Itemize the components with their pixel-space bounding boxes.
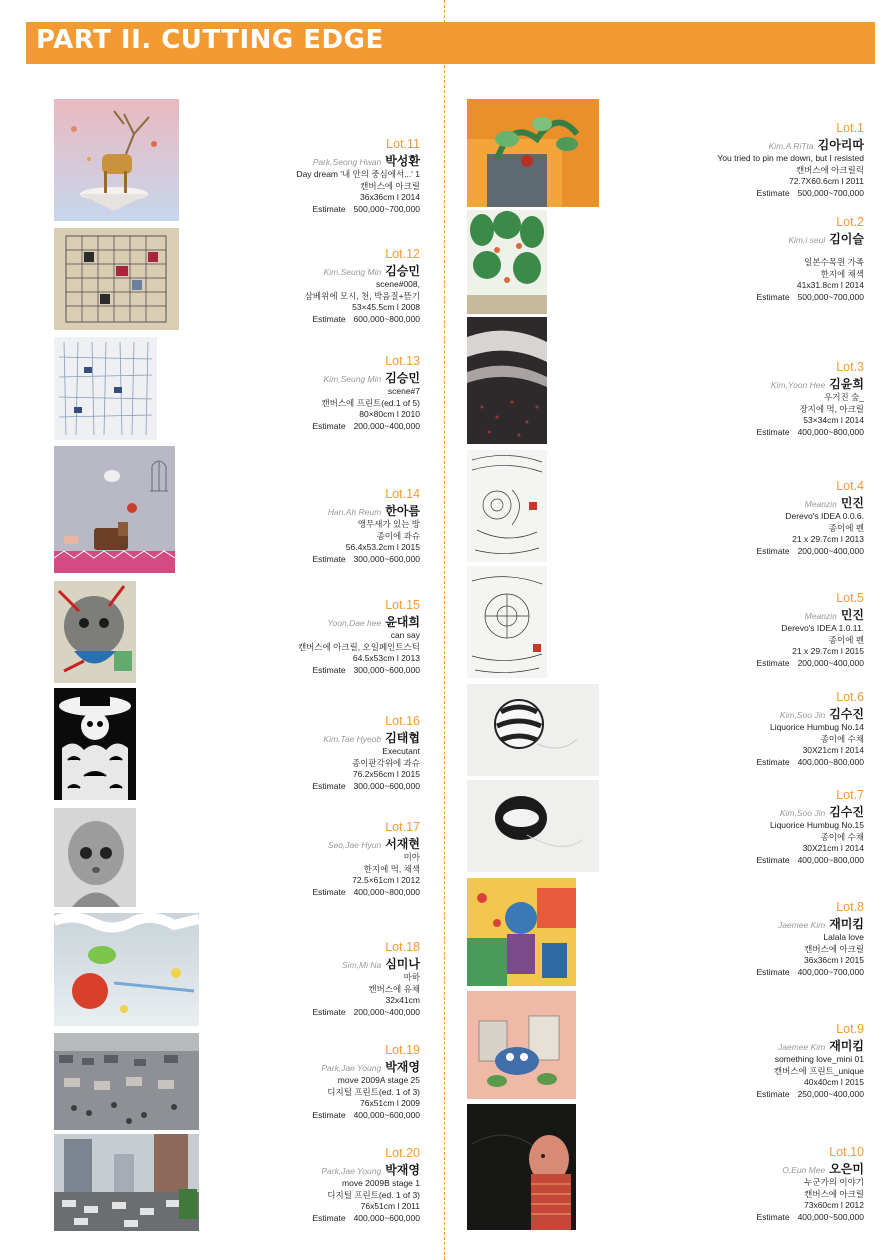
lot-entry: [200, 137, 420, 215]
estimate-label: Estimate: [756, 187, 790, 198]
artwork-medium: 캔버스에 아크릴: [804, 1188, 864, 1199]
lot-number: Lot.8: [836, 900, 864, 914]
estimate-line: [200, 1110, 420, 1122]
artist-name-ko: 민진: [840, 496, 864, 510]
estimate-value: 400,000~800,000: [797, 426, 864, 437]
lot-number: Lot.16: [385, 714, 420, 728]
estimate-line: [200, 554, 420, 566]
artwork-size-year: 72.7X60.6cm l 2011: [789, 176, 864, 186]
estimate-value: 300,000~600,000: [353, 664, 420, 675]
lot-number: Lot.10: [829, 1145, 864, 1159]
estimate-value: 200,000~400,000: [353, 420, 420, 431]
artist-line: [200, 504, 420, 519]
lot-entry: [200, 1043, 420, 1121]
artwork-thumbnail-lot-13[interactable]: [54, 337, 157, 440]
artist-line: [644, 232, 864, 247]
artist-line: [644, 707, 864, 722]
estimate-label: Estimate: [756, 854, 790, 865]
estimate-label: Estimate: [756, 545, 790, 556]
estimate-value: 200,000~400,000: [353, 1006, 420, 1017]
artwork-size-year: 76x51cm l 2011: [360, 1201, 420, 1211]
artwork-size-year: 53×45.5cm l 2008: [352, 302, 420, 312]
artist-name-en: Seo,Jae Hyun: [327, 840, 382, 850]
estimate-label: Estimate: [756, 291, 790, 302]
lot-number: Lot.19: [385, 1043, 420, 1057]
estimate-line: [200, 887, 420, 899]
artist-name-en: Kim,Soo Jin: [779, 808, 826, 818]
estimate-line: [200, 665, 420, 677]
lot-number: Lot.4: [836, 479, 864, 493]
estimate-label: Estimate: [312, 553, 346, 564]
artwork-thumbnail-lot-10[interactable]: [467, 1104, 576, 1230]
lot-entry: [200, 487, 420, 565]
lot-entry: [200, 1146, 420, 1224]
lot-number: Lot.11: [386, 137, 420, 151]
estimate-line: [644, 1212, 864, 1224]
artwork-title: Derevo's IDEA 0.0.6.: [785, 511, 864, 521]
artwork-size-year: 56.4x53.2cm l 2015: [345, 542, 420, 552]
artist-line: [644, 805, 864, 820]
artwork-thumbnail-lot-16[interactable]: [54, 688, 136, 800]
estimate-line: [200, 204, 420, 216]
artwork-title: Derevo's IDEA 1.0.11.: [781, 623, 864, 633]
artwork-medium: 캔버스에 아크릴: [360, 180, 420, 191]
artwork-thumbnail-lot-17[interactable]: [54, 808, 136, 907]
artwork-size-year: 30X21cm l 2014: [802, 745, 864, 755]
estimate-line: [644, 1089, 864, 1101]
artist-line: [200, 615, 420, 630]
artist-name-ko: 심미나: [385, 957, 420, 971]
artist-line: [644, 138, 864, 153]
artist-name-ko: 김승민: [385, 264, 420, 278]
artwork-title: Lalala love: [823, 932, 864, 942]
artwork-medium: 한지에 먹, 채색: [363, 863, 420, 874]
lot-entry: [644, 479, 864, 557]
artist-name-ko: 재미킴: [829, 1039, 864, 1053]
estimate-line: [200, 1007, 420, 1019]
estimate-line: [644, 967, 864, 979]
artwork-title: 우거진 숲_: [824, 392, 864, 402]
artwork-thumbnail-lot-15[interactable]: [54, 581, 136, 683]
estimate-label: Estimate: [756, 657, 790, 668]
artwork-title: Liquorice Humbug No.14: [769, 722, 864, 732]
artist-name-ko: 박재영: [385, 1163, 420, 1177]
artist-name-en: Park,Jae Young: [321, 1166, 382, 1176]
artist-name-en: Meanzin: [804, 611, 837, 621]
artwork-thumbnail-lot-2[interactable]: [467, 210, 547, 314]
artist-name-en: Meanzin: [804, 499, 837, 509]
estimate-label: Estimate: [756, 966, 790, 977]
estimate-label: Estimate: [312, 1212, 346, 1223]
artwork-size-year: 32x41cm: [385, 995, 420, 1005]
artwork-medium: 종이에 수채: [820, 831, 864, 842]
lot-number: Lot.13: [385, 354, 420, 368]
artwork-size-year: 76.2x56cm l 2015: [352, 769, 420, 779]
estimate-value: 500,000~700,000: [797, 291, 864, 302]
lot-number: Lot.6: [836, 690, 864, 704]
estimate-line: [644, 658, 864, 670]
lot-number: Lot.7: [836, 788, 864, 802]
estimate-value: 400,000~800,000: [353, 886, 420, 897]
estimate-label: Estimate: [312, 780, 346, 791]
lot-number: Lot.2: [836, 215, 864, 229]
artist-line: [200, 1060, 420, 1075]
artwork-size-year: 40x40cm l 2015: [803, 1077, 864, 1087]
lot-entry: [200, 598, 420, 676]
artwork-title: 마하: [403, 972, 420, 982]
artist-name-en: Kim,Seung Min: [323, 267, 382, 277]
artist-name-en: Kim,Seung Min: [323, 374, 382, 384]
section-header-banner: [26, 22, 875, 64]
artist-name-en: Kim,Tae Hyeob: [323, 734, 382, 744]
estimate-line: [200, 781, 420, 793]
artist-name-en: Kim,Yoon Hee: [770, 380, 826, 390]
artist-line: [644, 496, 864, 511]
artwork-medium: 종이에 펜: [828, 522, 864, 533]
artist-name-ko: 김윤희: [829, 377, 864, 391]
artwork-medium: 디지털 프린트(ed. 1 of 3): [327, 1086, 420, 1097]
artwork-title: 앵무새가 있는 방: [357, 519, 420, 529]
lot-entry: [200, 940, 420, 1018]
artwork-title: scene#7: [387, 386, 420, 396]
artwork-title: move 2009B stage 1: [342, 1178, 420, 1188]
lot-entry: [644, 591, 864, 669]
lot-number: Lot.15: [385, 598, 420, 612]
estimate-value: 600,000~800,000: [353, 313, 420, 324]
estimate-value: 400,000~600,000: [353, 1212, 420, 1223]
artwork-thumbnail-lot-4[interactable]: [467, 450, 547, 562]
artwork-medium: 삼베위에 모시, 천, 박음질+뜯기: [304, 290, 420, 301]
estimate-value: 300,000~600,000: [353, 780, 420, 791]
estimate-label: Estimate: [312, 203, 346, 214]
estimate-label: Estimate: [756, 426, 790, 437]
artist-line: [200, 371, 420, 386]
estimate-line: [644, 757, 864, 769]
artwork-medium: 종이판각위에 과슈: [351, 757, 420, 768]
artwork-size-year: 21 x 29.7cm l 2015: [792, 646, 864, 656]
lot-entry: [644, 1022, 864, 1100]
lot-number: Lot.1: [836, 121, 864, 135]
artist-line: [644, 917, 864, 932]
artwork-title: scene#008,: [376, 279, 420, 289]
estimate-label: Estimate: [312, 420, 346, 431]
artist-name-en: Sim,Mi Na: [342, 960, 382, 970]
artwork-title: move 2009A stage 25: [337, 1075, 420, 1085]
artwork-medium: 캔버스에 유채: [368, 983, 420, 994]
artwork-size-year: 53×34cm l 2014: [803, 415, 864, 425]
artwork-medium: 캔버스에 아크릴릭: [795, 164, 864, 175]
artist-name-en: Yoon,Dae hee: [327, 618, 382, 628]
artwork-medium: 종이에 수채: [820, 733, 864, 744]
artwork-size-year: 30X21cm l 2014: [802, 843, 864, 853]
artwork-title: Day dream '내 안의 중심에서...' 1: [296, 169, 420, 179]
artist-line: [644, 1162, 864, 1177]
artist-name-ko: 박재영: [385, 1060, 420, 1074]
artwork-medium: 디지털 프린트(ed. 1 of 3): [327, 1189, 420, 1200]
artwork-title: 누군가의 이야기: [804, 1177, 864, 1187]
artist-line: [200, 1163, 420, 1178]
estimate-value: 500,000~700,000: [797, 187, 864, 198]
artwork-title: Liquorice Humbug No.15: [769, 820, 864, 830]
estimate-line: [644, 427, 864, 439]
estimate-value: 400,000~700,000: [797, 966, 864, 977]
lot-entry: [200, 820, 420, 898]
artist-name-ko: 윤대희: [385, 615, 420, 629]
artwork-size-year: 21 x 29.7cm l 2013: [792, 534, 864, 544]
artwork-thumbnail-lot-8[interactable]: [467, 878, 576, 986]
lot-entry: [644, 788, 864, 866]
artist-name-ko: 김수진: [829, 805, 864, 819]
lot-number: Lot.9: [836, 1022, 864, 1036]
estimate-line: [644, 855, 864, 867]
artist-name-en: Park,Jae Young: [321, 1063, 382, 1073]
artist-name-en: O,Eun Mee: [782, 1165, 826, 1175]
artwork-medium: 종이에 펜: [828, 634, 864, 645]
estimate-label: Estimate: [756, 1211, 790, 1222]
lot-entry: [644, 360, 864, 438]
artwork-medium: 장지에 먹, 아크릴: [799, 403, 864, 414]
artist-line: [200, 731, 420, 746]
artist-name-en: Kim,i seul: [788, 235, 826, 245]
estimate-label: Estimate: [312, 1109, 346, 1120]
artwork-medium: 종이에 과슈: [376, 530, 420, 541]
estimate-label: Estimate: [312, 1006, 346, 1017]
artist-name-ko: 김아리따: [817, 138, 864, 152]
artwork-size-year: 72.5×61cm l 2012: [352, 875, 420, 885]
column-divider: [444, 0, 445, 1260]
artwork-title: 일본수목원 가족: [804, 257, 864, 267]
artist-line: [644, 377, 864, 392]
artwork-thumbnail-lot-9[interactable]: [467, 991, 576, 1099]
artwork-thumbnail-lot-12[interactable]: [54, 228, 179, 330]
artist-name-ko: 민진: [840, 608, 864, 622]
lot-number: Lot.3: [836, 360, 864, 374]
artwork-medium: 캔버스에 프린트_unique: [773, 1065, 864, 1076]
estimate-value: 300,000~600,000: [353, 553, 420, 564]
estimate-value: 200,000~400,000: [797, 657, 864, 668]
estimate-value: 250,000~400,000: [797, 1088, 864, 1099]
lot-entry: [644, 215, 864, 303]
artist-line: [200, 154, 420, 169]
estimate-label: Estimate: [756, 756, 790, 767]
artist-name-ko: 김수진: [829, 707, 864, 721]
lot-entry: [644, 900, 864, 978]
artist-name-en: Jaemee Kim: [777, 1042, 826, 1052]
artist-name-ko: 김이슬: [829, 232, 864, 246]
artist-name-en: Kim,Soo Jin: [779, 710, 826, 720]
artwork-thumbnail-lot-5[interactable]: [467, 566, 547, 678]
lot-entry: [200, 714, 420, 792]
estimate-value: 400,000~500,000: [797, 1211, 864, 1222]
artist-name-ko: 서재현: [385, 837, 420, 851]
estimate-value: 200,000~400,000: [797, 545, 864, 556]
artist-name-ko: 한아름: [385, 504, 420, 518]
artist-name-ko: 박성환: [385, 154, 420, 168]
lot-number: Lot.18: [385, 940, 420, 954]
estimate-value: 400,000~800,000: [797, 756, 864, 767]
artwork-thumbnail-lot-19[interactable]: [54, 1033, 199, 1130]
artwork-medium: 캔버스에 아크릴: [804, 943, 864, 954]
artist-name-ko: 김승민: [385, 371, 420, 385]
artwork-medium: 한지에 채색: [820, 268, 864, 279]
lot-number: Lot.20: [385, 1146, 420, 1160]
artist-name-ko: 재미킴: [829, 917, 864, 931]
lot-entry: [644, 121, 864, 199]
artist-name-ko: 김태협: [385, 731, 420, 745]
artist-line: [644, 608, 864, 623]
lot-number: Lot.14: [385, 487, 420, 501]
estimate-line: [644, 546, 864, 558]
estimate-value: 400,000~800,000: [797, 854, 864, 865]
lot-entry: [644, 690, 864, 768]
artist-line: [200, 264, 420, 279]
artwork-size-year: 41x31.8cm l 2014: [796, 280, 864, 290]
artwork-medium: 캔버스에 아크릴, 오일페인트스틱: [297, 641, 420, 652]
artwork-thumbnail-lot-18[interactable]: [54, 913, 199, 1026]
estimate-line: [644, 188, 864, 200]
artwork-size-year: 76x51cm l 2009: [359, 1098, 420, 1108]
lot-number: Lot.12: [385, 247, 420, 261]
artwork-thumbnail-lot-20[interactable]: [54, 1134, 199, 1231]
artwork-thumbnail-lot-14[interactable]: [54, 446, 175, 573]
estimate-line: [644, 292, 864, 304]
estimate-line: [200, 1213, 420, 1225]
artwork-thumbnail-lot-3[interactable]: [467, 317, 547, 444]
lot-entry: [644, 1145, 864, 1223]
artwork-title: can say: [390, 630, 420, 640]
artwork-title: something love_mini 01: [774, 1054, 864, 1064]
estimate-label: Estimate: [312, 886, 346, 897]
artwork-size-year: 80×80cm l 2010: [359, 409, 420, 419]
section-title: PART II. CUTTING EDGE: [36, 25, 384, 55]
artist-name-en: Park,Seong Hwan: [312, 157, 382, 167]
artwork-thumbnail-lot-7[interactable]: [467, 780, 599, 872]
artwork-size-year: 64.5x53cm l 2013: [352, 653, 420, 663]
artist-name-en: Han,Ah Reum: [327, 507, 382, 517]
artwork-thumbnail-lot-1[interactable]: [467, 99, 599, 207]
artist-line: [200, 837, 420, 852]
artist-line: [200, 957, 420, 972]
artist-name-ko: 오은미: [829, 1162, 864, 1176]
estimate-label: Estimate: [756, 1088, 790, 1099]
lot-entry: [200, 247, 420, 325]
estimate-label: Estimate: [312, 664, 346, 675]
lot-number: Lot.5: [836, 591, 864, 605]
artwork-title: You tried to pin me down, but I resisted: [717, 153, 864, 163]
artwork-size-year: 73x60cm l 2012: [803, 1200, 864, 1210]
estimate-line: [200, 421, 420, 433]
estimate-label: Estimate: [312, 313, 346, 324]
artist-line: [644, 1039, 864, 1054]
artwork-title: Executant: [382, 746, 420, 756]
artist-name-en: Kim,A RiTta: [768, 141, 814, 151]
artwork-title: 미아: [403, 852, 420, 862]
lot-entry: [200, 354, 420, 432]
lot-number: Lot.17: [385, 820, 420, 834]
artwork-size-year: 36x36cm l 2014: [359, 192, 420, 202]
artwork-thumbnail-lot-11[interactable]: [54, 99, 179, 221]
artwork-medium: 캔버스에 프린트(ed.1 of 5): [321, 397, 420, 408]
artist-name-en: Jaemee Kim: [777, 920, 826, 930]
estimate-line: [200, 314, 420, 326]
artwork-size-year: 36x36cm l 2015: [803, 955, 864, 965]
artwork-thumbnail-lot-6[interactable]: [467, 684, 599, 776]
estimate-value: 400,000~600,000: [353, 1109, 420, 1120]
estimate-value: 500,000~700,000: [353, 203, 420, 214]
